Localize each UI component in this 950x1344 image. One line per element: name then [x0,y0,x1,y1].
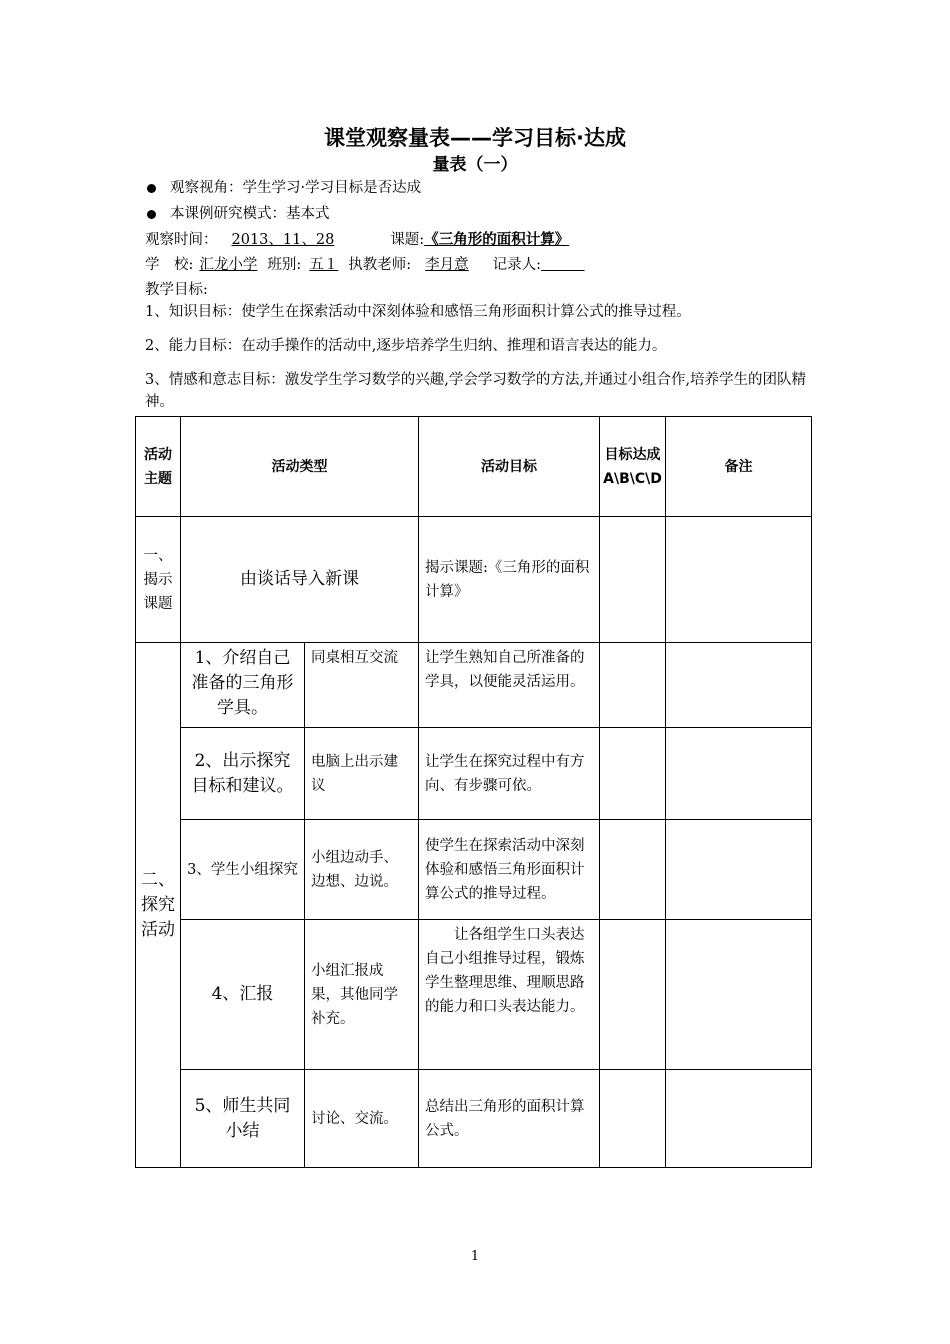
remark-cell[interactable] [666,920,812,1070]
goal-ability: 2、能力目标：在动手操作的活动中,逐步培养学生归纳、推理和语言表达的能力。 [145,338,667,354]
time-label: 观察时间： [145,232,218,248]
teacher-value: 李月意 [425,257,469,273]
table-row [136,1070,812,1168]
teacher-label: 执教老师: [348,257,412,273]
page-number: 1 [470,1249,480,1264]
method-cell: 电脑上出示建议 [305,728,419,820]
remark-cell[interactable] [666,728,812,820]
achieve-cell[interactable] [600,920,666,1070]
goal-cell: 总结出三角形的面积计算公式。 [419,1070,600,1168]
document-subtitle: 量表（一） [432,155,518,175]
class-value: 五１ [309,257,339,273]
section1-theme: 一、揭示课题 [136,517,181,643]
achieve-cell[interactable] [600,643,666,728]
method-cell: 讨论、交流。 [305,1070,419,1168]
method-cell: 小组边动手、边想、边说。 [305,820,419,920]
step-cell: 2、出示探究目标和建议。 [181,728,305,820]
goal-cell: 让各组学生口头表达自己小组推导过程，锻炼学生整理思维、理顺思路的能力和口头表达能力。 [419,920,600,1070]
school-value: 汇龙小学 [199,257,258,273]
table-row [136,820,812,920]
bullet-line-2 [145,202,330,223]
info-line-school [145,253,585,274]
header-achieve: 目标达成A\B\C\D [600,417,666,517]
bullet-text: 观察视角：学生学习·学习目标是否达成 [170,180,422,196]
bullet-line-1 [145,176,421,197]
recorder-label: 记录人: [492,257,542,273]
bullet-dot-icon [147,210,156,219]
school-label: 学 校: [145,257,194,273]
table-row [136,728,812,820]
header-goal: 活动目标 [419,417,600,517]
topic-value: 《三角形的面积计算》 [424,231,570,248]
header-type: 活动类型 [181,417,419,517]
observation-table [135,416,812,1168]
goals-heading: 教学目标: [145,282,208,298]
header-remark: 备注 [666,417,812,517]
time-value: 2013、11、28 [231,232,335,248]
table-row [136,920,812,1070]
achieve-cell[interactable] [600,820,666,920]
recorder-blank [541,257,585,273]
step-cell: 3、学生小组探究 [181,820,305,920]
achieve-cell[interactable] [600,517,666,643]
method-cell: 同桌相互交流 [305,643,419,728]
step-cell: 5、师生共同小结 [181,1070,305,1168]
goal-knowledge: 1、知识目标：使学生在探索活动中深刻体验和感悟三角形面积计算公式的推导过程。 [145,304,691,320]
goal-cell: 让学生熟知自己所准备的学具，以便能灵活运用。 [419,643,600,728]
achieve-cell[interactable] [600,728,666,820]
bullet-dot-icon [147,184,156,193]
table-header-row [136,417,812,517]
topic-label: 课题: [390,232,425,248]
document-title: 课堂观察量表——学习目标·达成 [324,126,626,150]
section1-goal: 揭示课题:《三角形的面积计算》 [419,517,600,643]
goal-emotion: 3、情感和意志目标：激发学生学习数学的兴趣,学会学习数学的方法,并通过小组合作,培养学生的团队精神。 [145,372,807,410]
section1-type: 由谈话导入新课 [181,517,419,643]
table-row [136,643,812,728]
goal-cell: 让学生在探究过程中有方向、有步骤可依。 [419,728,600,820]
table-row [136,517,812,643]
remark-cell[interactable] [666,820,812,920]
class-label: 班别: [267,257,302,273]
goal-cell: 使学生在探索活动中深刻体验和感悟三角形面积计算公式的推导过程。 [419,820,600,920]
bullet-text: 本课例研究模式：基本式 [170,206,330,222]
section2-theme: 二、探究活动 [136,643,181,1168]
method-cell: 小组汇报成果，其他同学补充。 [305,920,419,1070]
achieve-cell[interactable] [600,1070,666,1168]
step-cell: 4、汇报 [181,920,305,1070]
remark-cell[interactable] [666,517,812,643]
remark-cell[interactable] [666,643,812,728]
remark-cell[interactable] [666,1070,812,1168]
info-line-time [145,228,569,249]
step-cell: 1、介绍自己准备的三角形学具。 [181,643,305,728]
header-theme: 活动主题 [136,417,181,517]
